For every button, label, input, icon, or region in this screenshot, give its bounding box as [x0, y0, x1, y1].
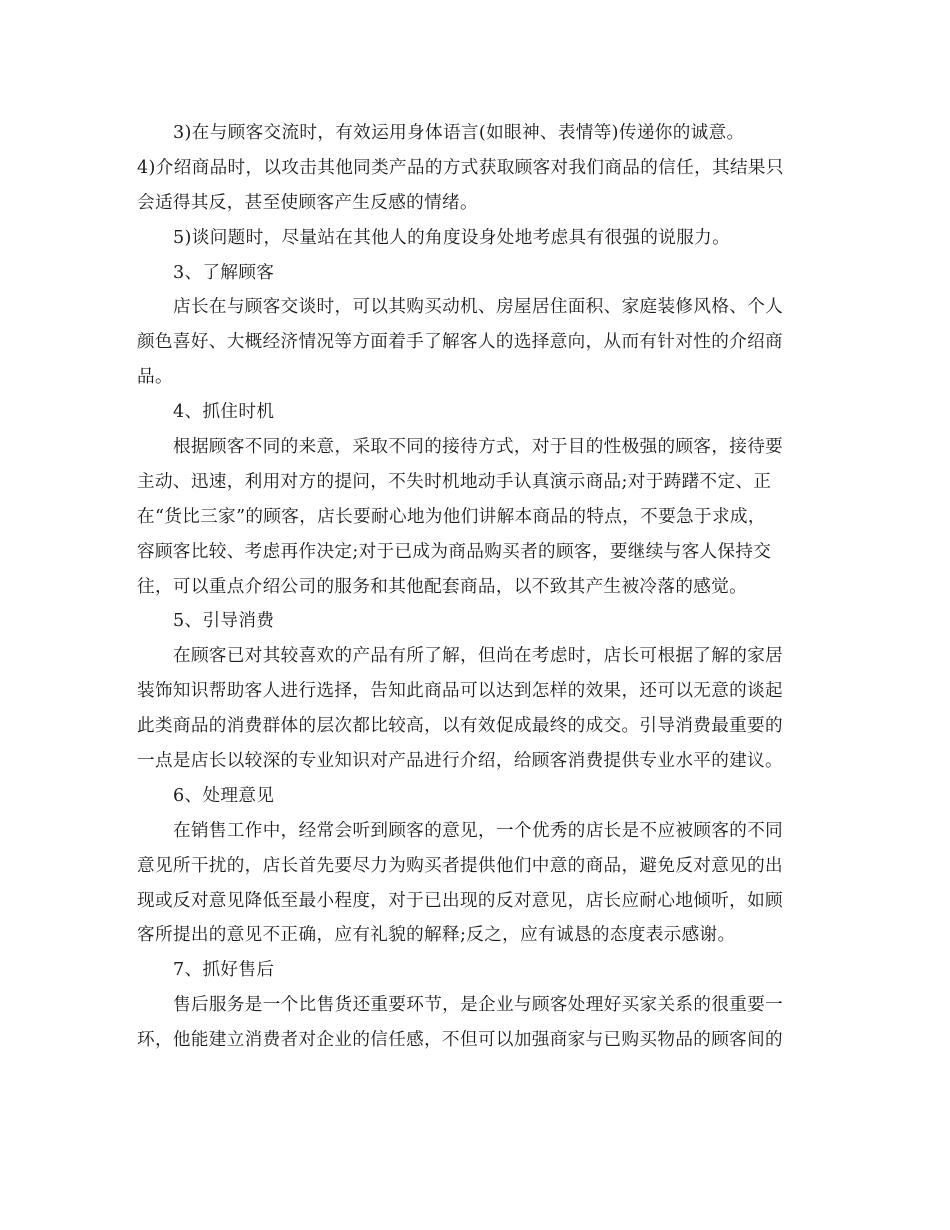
text-line: 一点是店长以较深的专业知识对产品进行介绍，给顾客消费提供专业水平的建议。: [137, 751, 783, 772]
text-line: 售后服务是一个比售货还重要环节，是企业与顾客处理好买家关系的很重要一: [173, 995, 784, 1016]
document-body: [137, 116, 817, 1058]
section-heading: 5、引导消费: [173, 611, 275, 632]
text-line: 会适得其反，甚至使顾客产生反感的情绪。: [137, 192, 478, 213]
text-line: 4)介绍商品时，以攻击其他同类产品的方式获取顾客对我们商品的信任，其结果只: [137, 157, 784, 178]
section-heading: 4、抓住时机: [173, 402, 275, 423]
text-line: 往，可以重点介绍公司的服务和其他配套商品，以不致其产生被冷落的感觉。: [137, 576, 748, 597]
text-line: 此类商品的消费群体的层次都比较高，以有效促成最终的成交。引导消费最重要的: [137, 716, 783, 737]
text-line: 在销售工作中，经常会听到顾客的意见，一个优秀的店长是不应被顾客的不同: [173, 820, 784, 841]
text-line: 装饰知识帮助客人进行选择，告知此商品可以达到怎样的效果，还可以无意的谈起: [137, 681, 783, 702]
text-line: 3)在与顾客交流时，有效运用身体语言(如眼神、表情等)传递你的诚意。: [173, 123, 745, 143]
text-line: 容顾客比较、考虑再作决定;对于已成为商品购买者的顾客，要继续与客人保持交: [137, 541, 772, 562]
text-line: 现或反对意见降低至最小程度，对于已出现的反对意见，店长应耐心地倾听，如顾: [137, 890, 783, 911]
text-line: 根据顾客不同的来意，采取不同的接待方式，对于目的性极强的顾客，接待要: [173, 437, 784, 458]
text-line: 颜色喜好、大概经济情况等方面着手了解客人的选择意向，从而有针对性的介绍商: [137, 332, 783, 353]
text-line: 环，他能建立消费者对企业的信任感，不但可以加强商家与已购买物品的顾客间的: [137, 1030, 783, 1051]
section-heading: 6、处理意见: [173, 785, 275, 806]
text-line: 在“货比三家”的顾客，店长要耐心地为他们讲解本商品的特点，不要急于求成，: [137, 506, 766, 527]
text-line: 客所提出的意见不正确，应有礼貌的解释;反之，应有诚恳的态度表示感谢。: [137, 925, 736, 946]
text-line: 品。: [137, 367, 173, 388]
section-heading: 7、抓好售后: [173, 960, 275, 981]
text-line: 在顾客已对其较喜欢的产品有所了解，但尚在考虑时，店长可根据了解的家居: [173, 646, 784, 667]
text-line: 店长在与顾客交谈时，可以其购买动机、房屋居住面积、家庭装修风格、个人: [173, 297, 784, 318]
section-heading: 3、了解顾客: [173, 262, 275, 283]
text-line: 主动、迅速，利用对方的提问，不失时机地动手认真演示商品;对于踌躇不定、正: [137, 471, 772, 492]
text-line: 意见所干扰的，店长首先要尽力为购买者提供他们中意的商品，避免反对意见的出: [137, 855, 783, 876]
text-line: 5)谈问题时，尽量站在其他人的角度设身处地考虑具有很强的说服力。: [173, 227, 731, 248]
